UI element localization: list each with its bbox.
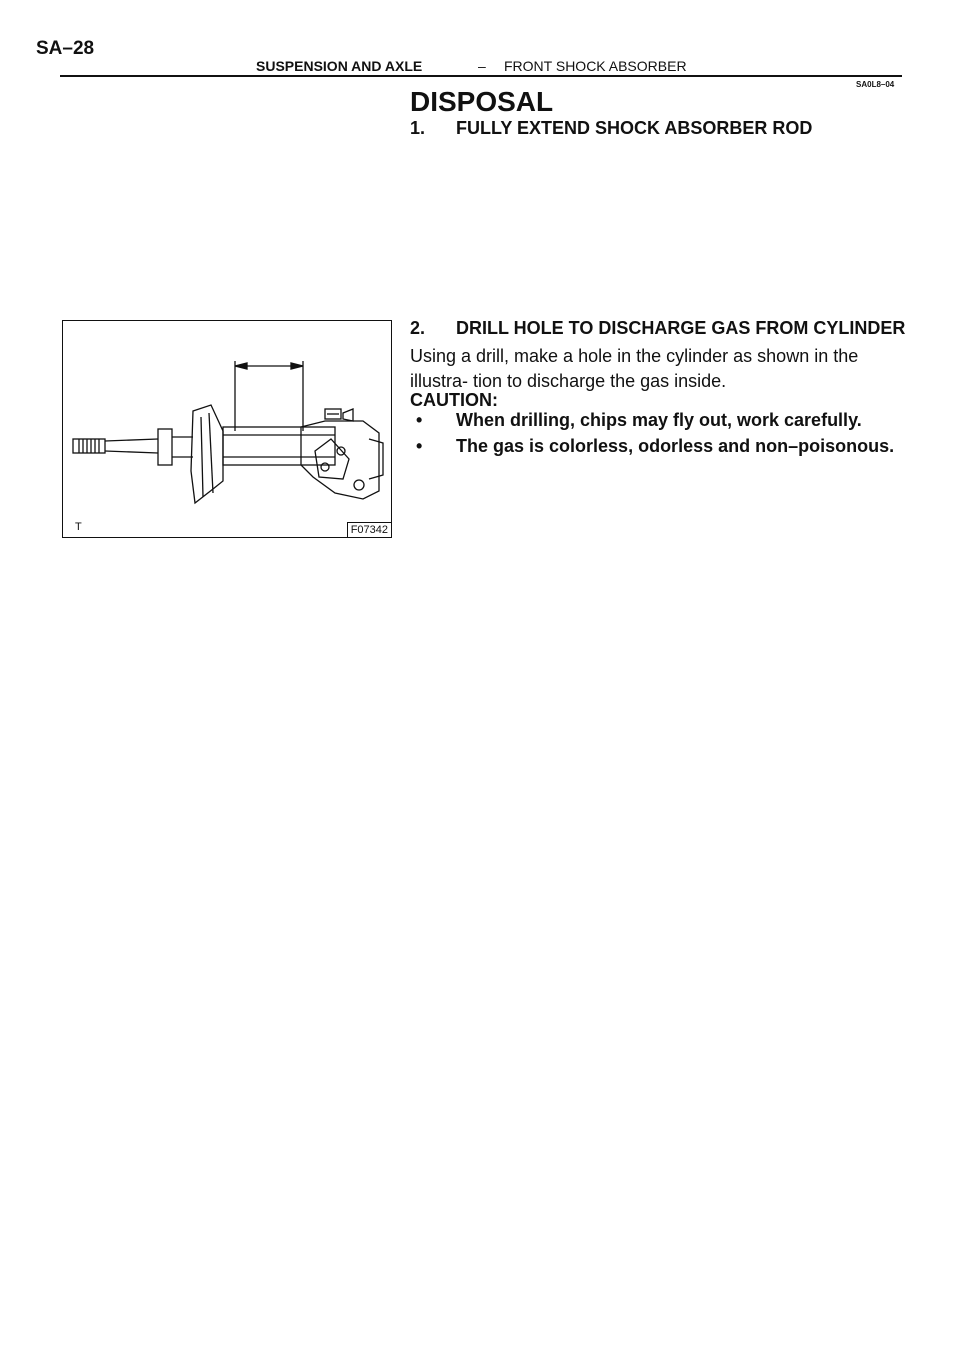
figure-left-label: T	[75, 521, 82, 533]
arrowhead-left-icon	[235, 363, 247, 369]
step-2-heading	[410, 318, 905, 339]
section-title: DISPOSAL	[410, 86, 554, 117]
step-1-heading	[410, 118, 812, 139]
caution-item	[410, 410, 862, 431]
caution-label: CAUTION:	[410, 390, 498, 410]
lower-mount	[369, 439, 383, 479]
piston-rod	[105, 439, 158, 441]
arrowhead-right-icon	[291, 363, 303, 369]
step-2-body: Using a drill, make a hole in the cylinder as shown in the illustra- tion to discharge the gas inside.	[410, 346, 859, 391]
header-separator: –	[478, 58, 486, 74]
shock-absorber-drawing	[63, 321, 393, 539]
rod-collar	[158, 429, 172, 465]
bullet-icon: •	[416, 436, 423, 456]
caution-text: When drilling, chips may fly out, work carefully.	[456, 410, 862, 430]
step-2-title: DRILL HOLE TO DISCHARGE GAS FROM CYLINDER	[456, 318, 906, 338]
document-id: SA0L8–04	[856, 80, 895, 89]
figure-code: F07342	[347, 522, 391, 537]
bullet-icon: •	[416, 410, 423, 430]
knuckle-bracket	[301, 421, 379, 499]
spring-seat	[191, 405, 223, 503]
caution-text: The gas is colorless, odorless and non–poisonous.	[456, 436, 895, 456]
header-subsection-title: FRONT SHOCK ABSORBER	[504, 58, 687, 74]
step-1-title: FULLY EXTEND SHOCK ABSORBER ROD	[456, 118, 813, 138]
header-section-title: SUSPENSION AND AXLE	[256, 58, 423, 74]
rod-thread	[73, 439, 105, 453]
header-rule	[60, 75, 902, 77]
bracket-cutout	[315, 439, 349, 479]
step-2-number: 2.	[410, 318, 426, 338]
bracket-hole	[354, 480, 364, 490]
cylinder	[223, 427, 335, 465]
caution-item	[410, 436, 894, 457]
shock-absorber-illustration	[62, 320, 392, 538]
page-number: SA–28	[36, 38, 95, 59]
step-1-number: 1.	[410, 118, 426, 138]
bracket-hole	[321, 463, 329, 471]
